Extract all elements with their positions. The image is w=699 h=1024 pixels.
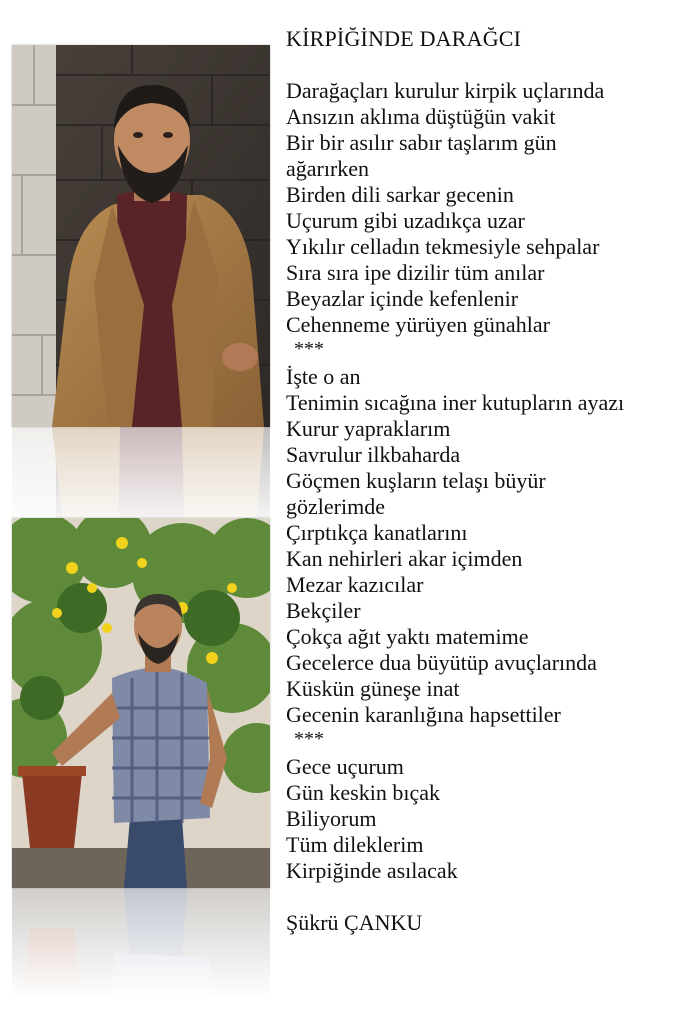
poem-line: Gecenin karanlığına hapsettiler bbox=[286, 702, 561, 727]
stanza-separator-1: *** bbox=[294, 338, 324, 360]
poem-line: Darağaçları kurulur kirpik uçlarında bbox=[286, 78, 605, 103]
poem-line: Tenimin sıcağına iner kutupların ayazı bbox=[286, 390, 625, 415]
poem-author: Şükrü ÇANKU bbox=[286, 910, 423, 935]
poem-line: gözlerimde bbox=[286, 494, 385, 519]
poem-line: Çırptıkça kanatlarını bbox=[286, 520, 468, 545]
poem-title: KİRPİĞİNDE DARAĞCI bbox=[286, 26, 522, 51]
portrait-illustration-2 bbox=[12, 518, 270, 888]
poem-line: Kurur yapraklarım bbox=[286, 416, 451, 441]
poem-line: Göçmen kuşların telaşı büyür bbox=[286, 468, 546, 493]
poem-line: Ansızın aklıma düştüğün vakit bbox=[286, 104, 556, 129]
portrait-photo-brown-jacket bbox=[12, 45, 270, 427]
top-photo-frame bbox=[12, 45, 270, 537]
poem-line: Tüm dileklerim bbox=[286, 832, 424, 857]
poem-line: Kirpiğinde asılacak bbox=[286, 858, 458, 883]
stanza-3 bbox=[286, 754, 691, 884]
poem-line: Sıra sıra ipe dizilir tüm anılar bbox=[286, 260, 545, 285]
poem-line: Gece uçurum bbox=[286, 754, 404, 779]
poem-line: ağarırken bbox=[286, 156, 370, 181]
poem-line: Gecelerce dua büyütüp avuçlarında bbox=[286, 650, 597, 675]
poem-line: Gün keskin bıçak bbox=[286, 780, 440, 805]
stanza-2 bbox=[286, 364, 691, 728]
poem-line: Beyazlar içinde kefenlenir bbox=[286, 286, 519, 311]
poem-line: Uçurum gibi uzadıkça uzar bbox=[286, 208, 525, 233]
portrait-photo-garden bbox=[12, 518, 270, 888]
stanza-separator-2: *** bbox=[294, 728, 324, 750]
poem-line: Cehenneme yürüyen günahlar bbox=[286, 312, 550, 337]
poem-line: Bekçiler bbox=[286, 598, 361, 623]
poem-line: Küskün güneşe inat bbox=[286, 676, 460, 701]
poem-line: İşte o an bbox=[286, 364, 361, 389]
poem-line: Çokça ağıt yaktı matemime bbox=[286, 624, 529, 649]
poem bbox=[286, 26, 691, 936]
bottom-photo-frame bbox=[12, 518, 270, 998]
stanza-1 bbox=[286, 78, 691, 338]
poem-line: Kan nehirleri akar içimden bbox=[286, 546, 523, 571]
poem-line: Yıkılır celladın tekmesiyle sehpalar bbox=[286, 234, 600, 259]
poem-line: Biliyorum bbox=[286, 806, 377, 831]
poem-line: Birden dili sarkar gecenin bbox=[286, 182, 514, 207]
portrait-illustration-1 bbox=[12, 45, 270, 427]
poem-line: Savrulur ilkbaharda bbox=[286, 442, 461, 467]
portrait-reflection-2 bbox=[12, 888, 270, 998]
portrait-reflection-illustration-2 bbox=[12, 888, 270, 998]
poem-line: Mezar kazıcılar bbox=[286, 572, 424, 597]
poem-line: Bir bir asılır sabır taşlarım gün bbox=[286, 130, 557, 155]
